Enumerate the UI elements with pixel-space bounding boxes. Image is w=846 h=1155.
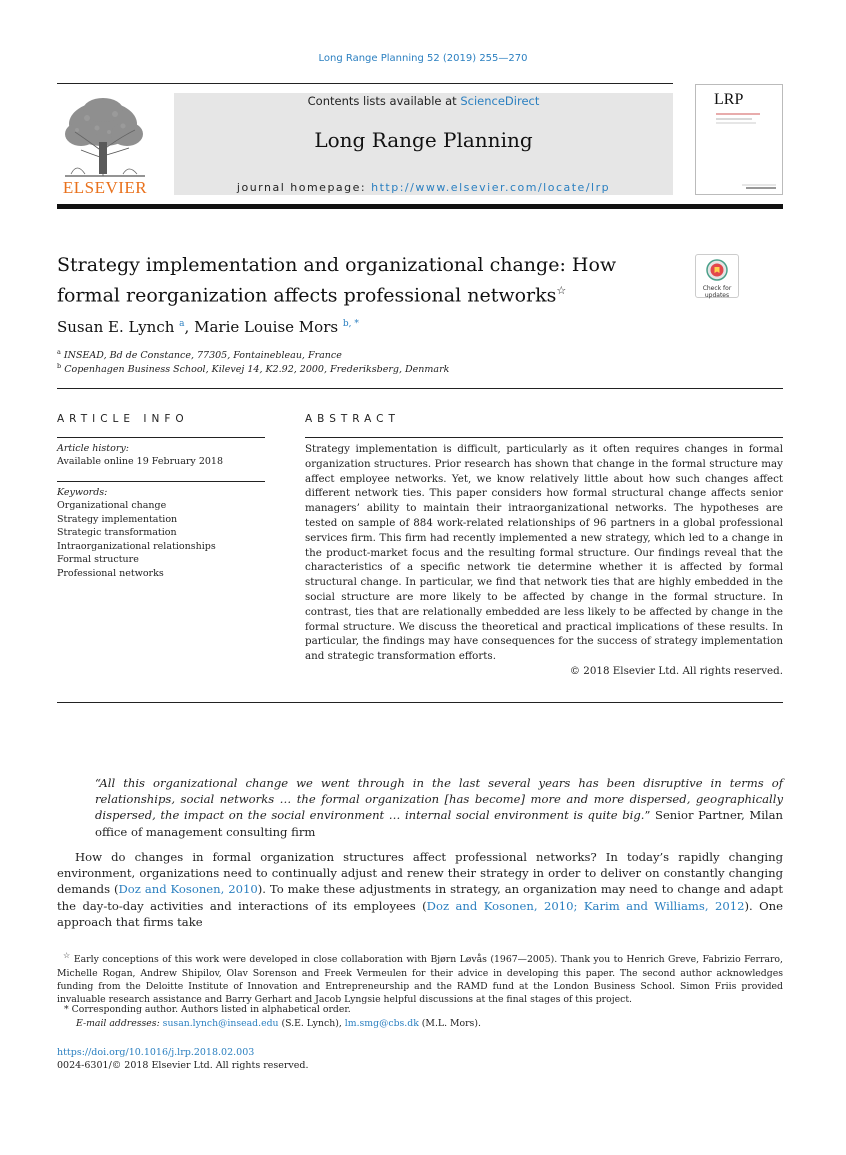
email-footnote bbox=[76, 1017, 776, 1030]
citation-link[interactable]: Doz and Kosonen, 2010; Karim and Williams, 2012 bbox=[426, 898, 745, 913]
affiliation-divider bbox=[57, 388, 783, 389]
homepage-prefix: journal homepage: bbox=[236, 181, 372, 194]
article-title bbox=[57, 252, 667, 308]
keyword-item: Strategic transformation bbox=[57, 527, 177, 538]
affiliation-mark: a bbox=[57, 348, 61, 356]
cover-text-lines bbox=[716, 111, 766, 131]
title-footnote-mark[interactable]: ☆ bbox=[556, 284, 567, 297]
article-history-value: Available online 19 February 2018 bbox=[57, 456, 223, 467]
check-for-updates-button[interactable] bbox=[695, 254, 739, 298]
keywords-divider bbox=[57, 481, 265, 482]
article-info-divider bbox=[57, 437, 265, 438]
author-name[interactable]: Susan E. Lynch bbox=[57, 318, 175, 336]
sciencedirect-link[interactable]: ScienceDirect bbox=[460, 94, 540, 108]
keyword-item: Organizational change bbox=[57, 500, 167, 511]
doi-link[interactable]: https://doi.org/10.1016/j.lrp.2018.02.003 bbox=[57, 1047, 255, 1058]
elsevier-wordmark: ELSEVIER bbox=[62, 178, 148, 197]
paragraph-text: ). To make these adjustments in strategy, an organization may need to change and adapt the day-to-day activities and interactions of its employees ( bbox=[57, 882, 783, 913]
paragraph-text: How do changes in formal organization structures affect professional networks? In today’s rapidly changing environment, organizations need to continually adjust and renew their strategy in order to deliver on constantly changing demands ( bbox=[57, 850, 783, 897]
article-history-label: Article history: bbox=[57, 443, 129, 454]
intro-paragraph bbox=[57, 849, 783, 930]
citation-link[interactable]: Doz and Kosonen, 2010 bbox=[118, 882, 258, 897]
keyword-item: Intraorganizational relationships bbox=[57, 540, 216, 552]
keyword-item: Formal structure bbox=[57, 554, 139, 565]
affiliation-a bbox=[57, 348, 342, 361]
paragraph-text: ). One approach that firms take bbox=[57, 898, 783, 929]
journal-cover-thumbnail[interactable] bbox=[695, 84, 783, 195]
author-name[interactable]: Marie Louise Mors bbox=[194, 318, 339, 336]
author-separator: , bbox=[184, 318, 195, 336]
abstract-divider bbox=[305, 437, 783, 438]
abstract-text: Strategy implementation is difficult, particularly as it often requires changes in formal organization structures. Prior research has shown that change in the formal structure may affect employee networks. Yet, we know relatively little about how such changes affect different network ties. This paper considers how formal structural change affects senior managers’ ability to maintain their intraorganizational networks. The hypotheses are tested on sample of 884 work-related relationships of 96 partners in a global professional services firm. This firm had recently implemented a new strategy, which led to a change in the product-market focus and the resulting formal structure. Our findings reveal that the characteristics of a specific network tie determine whether it is affected by formal structural change. In particular, we find that network ties that are highly embedded in the social structure are more likely to be affected by change in the formal structure. In contrast, ties that are relationally embedded are less likely to be affected by change in the formal structure. We discuss the theoretical and practical implications of these results. In particular, the findings may have consequences for the success of strategy implementation and strategic transformation efforts. bbox=[305, 443, 783, 663]
cover-footer-lines bbox=[742, 183, 778, 191]
footnote-text: Corresponding author. Authors listed in alphabetical order. bbox=[71, 1004, 351, 1015]
article-info-heading: ARTICLE INFO bbox=[57, 413, 189, 425]
email-label: E-mail addresses: bbox=[76, 1018, 160, 1029]
footnote-asterisk: * bbox=[64, 1004, 69, 1015]
abstract-heading: ABSTRACT bbox=[305, 413, 400, 425]
quote-text: “All this organizational change we went through in the last several years has been disruptive in terms of relationships, social networks … the formal organization [has become] more and more dispersed, geographically dispersed, the impact on the social environment … internal social environment is quite big. bbox=[95, 776, 783, 823]
affiliation-mark: b bbox=[57, 362, 62, 370]
footnote-text: Early conceptions of this work were developed in close collaboration with Bjørn Løvås (1967—2005). Thank you to Henrich Greve, Fabrizio Ferraro, Michelle Rogan, Andrew Shipilov, Olav Sorenson and Freek Vermeulen for their advice in developing this paper. The second author acknowledges funding from the Deloitte Institute of Innovation and Entrepreneurship and the RAMD fund at the London Business School. Simon Friis provided invaluable research assistance and Barry Gerhart and Jacob Lyngsie helpful discussions at the final stages of this project. bbox=[57, 954, 783, 1006]
keyword-item: Strategy implementation bbox=[57, 513, 178, 525]
journal-title: Long Range Planning bbox=[314, 128, 533, 152]
email-owner: (M.L. Mors). bbox=[418, 1018, 481, 1029]
keyword-item: Professional networks bbox=[57, 567, 164, 579]
corresponding-author-footnote bbox=[64, 1003, 764, 1016]
cover-lrp-label: LRP bbox=[714, 91, 744, 108]
journal-reference-link[interactable]: Long Range Planning 52 (2019) 255—270 bbox=[318, 53, 528, 64]
affiliation-b bbox=[57, 362, 449, 375]
abstract-copyright: © 2018 Elsevier Ltd. All rights reserved. bbox=[569, 665, 783, 677]
abstract-bottom-rule bbox=[57, 702, 783, 703]
article-title-text: Strategy implementation and organizational change: How formal reorganization affects professional networks bbox=[57, 254, 617, 307]
header-top-rule bbox=[57, 83, 673, 84]
header-bottom-rule bbox=[57, 204, 783, 209]
check-updates-label: Check for updates bbox=[702, 285, 732, 299]
check-updates-icon bbox=[706, 259, 728, 281]
quote-attribution: ” Senior Partner, Milan office of management consulting firm bbox=[95, 808, 784, 839]
author-affiliation-mark[interactable]: a bbox=[179, 319, 185, 329]
issn-copyright-line: 0024-6301/© 2018 Elsevier Ltd. All rights reserved. bbox=[57, 1060, 309, 1071]
affiliation-text: Copenhagen Business School, Kilevej 14, K2.92, 2000, Frederiksberg, Denmark bbox=[64, 364, 450, 376]
keywords-label: Keywords: bbox=[57, 487, 108, 498]
author-list bbox=[57, 318, 359, 336]
email-owner: (S.E. Lynch), bbox=[278, 1018, 345, 1029]
contents-prefix: Contents lists available at bbox=[307, 94, 461, 108]
email-link[interactable]: lm.smg@cbs.dk bbox=[344, 1018, 419, 1029]
contents-line bbox=[174, 94, 673, 108]
journal-homepage-link[interactable]: http://www.elsevier.com/locate/lrp bbox=[371, 181, 611, 194]
journal-homepage-line bbox=[174, 181, 673, 194]
affiliation-text: INSEAD, Bd de Constance, 77305, Fontainebleau, France bbox=[63, 350, 342, 362]
acknowledgement-footnote bbox=[57, 949, 783, 1007]
footnote-star-mark: ☆ bbox=[63, 951, 71, 960]
opening-quote bbox=[95, 775, 783, 840]
email-link[interactable]: susan.lynch@insead.edu bbox=[162, 1018, 279, 1029]
author-affiliation-mark[interactable]: b, * bbox=[342, 319, 359, 329]
